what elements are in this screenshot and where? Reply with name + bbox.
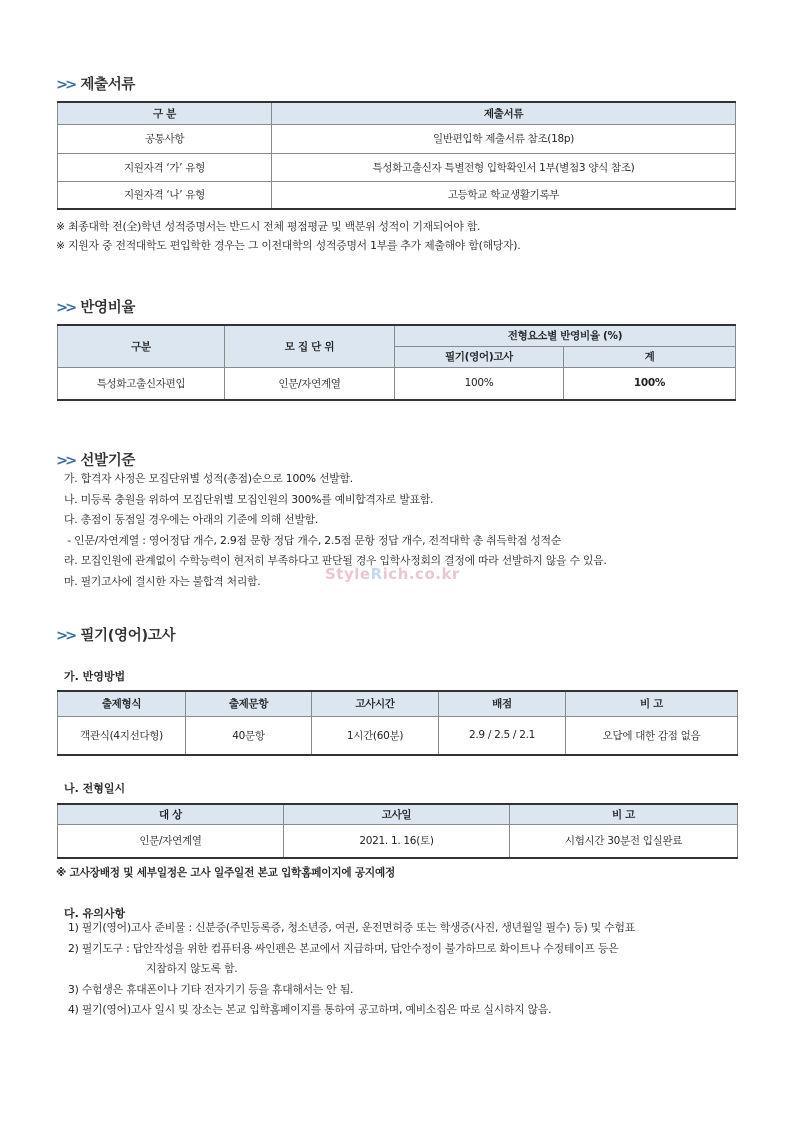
header-written: 필기(영어)고사 xyxy=(395,346,564,367)
watermark: StyleRich.co.kr xyxy=(325,565,460,583)
list-item: 3) 수험생은 휴대폰이나 기타 전자기기 등을 휴대해서는 안 됨. xyxy=(68,982,354,996)
list-item: 가. 합격자 사정은 모집단위별 성적(총점)순으로 100% 선발함. xyxy=(64,472,354,485)
double-chevron-icon: >> xyxy=(56,628,75,644)
section-title-selection: >> 선발기준 xyxy=(56,453,136,469)
header-unit: 모 집 단 위 xyxy=(225,325,395,367)
table-row: 지원자격 ‘나’ 유형 고등학교 학교생활기록부 xyxy=(58,181,736,209)
subtitle-method: 가. 반영방법 xyxy=(64,670,126,683)
subtitle-schedule: 나. 전형일시 xyxy=(64,782,126,795)
notices-list xyxy=(68,918,635,1021)
list-item: 다. 총점이 동점일 경우에는 아래의 기준에 의해 선발함. xyxy=(64,513,319,526)
header-gubun: 구 분 xyxy=(58,102,272,124)
section-title-written-exam: >> 필기(영어)고사 xyxy=(56,628,176,644)
section-title-ratio: >> 반영비율 xyxy=(56,300,136,316)
note-transcript: ※ 최종대학 전(全)학년 성적증명서는 반드시 전체 평점평균 및 백분위 성적이 기재되어야 함. xyxy=(56,220,481,233)
table-row: 객관식(4지선다형) 40문항 1시간(60분) 2.9 / 2.5 / 2.1 오답에 대한 감점 없음 xyxy=(58,716,738,755)
exam-schedule-table: 대 상 고사일 비 고 인문/자연계열 2021. 1. 16(토) 시험시간 30분전 입실완료 xyxy=(57,803,738,859)
list-item: 2) 필기도구 : 답안작성을 위한 컴퓨터용 싸인펜은 본교에서 지급하며, 답안수정이 불가하므로 화이트나 수정테이프 등은 xyxy=(68,941,619,955)
list-item: 라. 모집인원에 관계없이 수학능력이 현저히 부족하다고 판단될 경우 입학사정회의 결정에 따라 선발하지 않을 수 있음. xyxy=(64,554,607,567)
list-item: 1) 필기(영어)고사 준비물 : 신분증(주민등록증, 청소년증, 여권, 운전면허증 또는 학생증(사진, 생년월일 필수) 등) 및 수험표 xyxy=(68,921,635,934)
section-title-documents: >> 제출서류 xyxy=(56,77,136,93)
list-item: - 인문/자연계열 : 영어정답 개수, 2.9점 문항 정답 개수, 2.5점 문항 정답 개수, 전적대학 총 취득학점 성적순 xyxy=(64,533,562,547)
header-gubun: 구분 xyxy=(58,325,225,367)
table-row: 특성화고출신자편입 인문/자연계열 100% 100% xyxy=(58,367,736,400)
list-item: 나. 미등록 충원을 위하여 모집단위별 모집인원의 300%를 예비합격자로 발표함. xyxy=(64,492,434,506)
header-total: 계 xyxy=(564,346,736,367)
documents-table xyxy=(57,101,736,210)
subtitle-notices: 다. 유의사항 xyxy=(64,907,126,920)
table-row: 지원자격 ‘가’ 유형 특성화고출신자 특별전형 입학확인서 1부(별첨3 양식 참조) xyxy=(58,153,736,181)
double-chevron-icon: >> xyxy=(56,77,75,93)
note-exam-room: ※ 고사장배정 및 세부일정은 고사 일주일전 본교 입학홈페이지에 공지예정 xyxy=(56,867,396,879)
ratio-table xyxy=(57,324,736,401)
header-ratio: 전형요소별 반영비율 (%) xyxy=(395,325,736,346)
list-item: 4) 필기(영어)고사 일시 및 장소는 본교 입학홈페이지를 통하여 공고하며, 예비소집은 따로 실시하지 않음. xyxy=(68,1003,552,1016)
list-item: 마. 필기고사에 결시한 자는 불합격 처리함. xyxy=(64,574,261,588)
double-chevron-icon: >> xyxy=(56,453,75,469)
header-documents: 제출서류 xyxy=(272,102,736,124)
list-item-continuation: 지참하지 않도록 함. xyxy=(146,962,238,975)
exam-method-table: 출제형식 출제문항 고사시간 배점 비 고 객관식(4지선다형) 40문항 1시간(60분) 2.9 / 2.5 / 2.1 오답에 대한 감점 없음 xyxy=(57,690,738,756)
table-row: 공통사항 일반편입학 제출서류 참조(18p) xyxy=(58,124,736,153)
note-prior-college: ※ 지원자 중 전적대학도 편입학한 경우는 그 이전대학의 성적증명서 1부를 추가 제출해야 함(해당자). xyxy=(56,239,521,252)
double-chevron-icon: >> xyxy=(56,300,75,316)
table-row: 인문/자연계열 2021. 1. 16(토) 시험시간 30분전 입실완료 xyxy=(58,824,738,858)
